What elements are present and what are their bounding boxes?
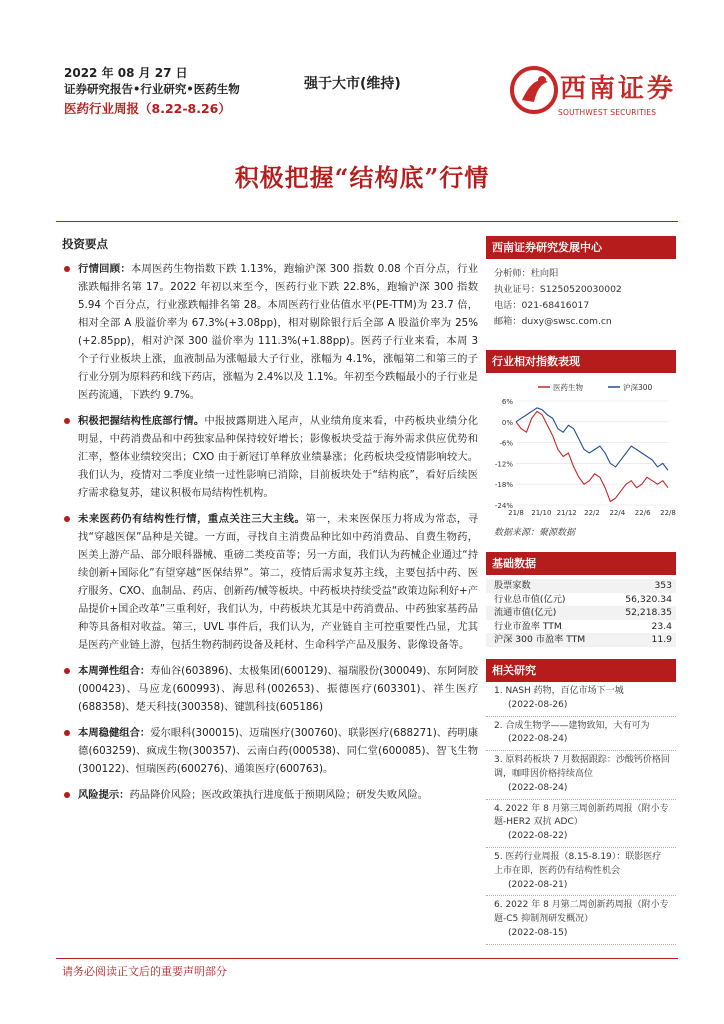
company-logo-text: 西南证券 xyxy=(560,74,677,104)
report-weekly-title: 医药行业周报（8.22-8.26） xyxy=(64,101,231,116)
bullet-icon xyxy=(64,516,70,522)
index-chart xyxy=(486,373,676,523)
index-performance-title: 行业相对指数表现 xyxy=(486,350,676,373)
bullet-icon xyxy=(64,266,70,272)
bullet-icon xyxy=(64,792,70,798)
footer-divider xyxy=(56,958,678,959)
bullet-icon xyxy=(64,418,70,424)
table-row xyxy=(486,579,676,593)
paragraph-lead: 积极把握结构性底部行情。 xyxy=(78,415,205,427)
legend-label: 医药生物 xyxy=(553,383,583,392)
related-date: (2022-08-24) xyxy=(508,782,568,793)
paragraph-structural-bottom xyxy=(62,412,478,502)
y-tick-label: -24% xyxy=(494,502,513,510)
row-label: 行业市盈率 TTM xyxy=(494,620,562,632)
x-tick-label: 21/8 xyxy=(508,509,524,517)
series-line-0 xyxy=(516,411,668,501)
row-value: 23.4 xyxy=(651,620,672,632)
analyst-name: 分析师：杜向阳 xyxy=(494,268,559,279)
paragraph-text: 本周医药生物指数下跌 1.13%，跑输沪深 300 指数 0.08 个百分点，行业涨跌幅排名第 17。2022 年初以来至今，医药行业下跌 22.8%，跑输沪深 300 指数 5.94 个百分点，行业涨跌幅排名第 28。本周医药行业估值水平(PE-TTM)为 23.7 倍，相对全部 A 股溢价率为 67.3%(+3.08pp)，相对剔除银行后全部 A 股溢价率为 25%(+2.85pp)，相对沪深 300 溢价率为 111.3%(+1.88pp)。医药子行业来看，本周 3 个子行业板块上涨，血液制品为涨幅最大子行业，涨幅为 4.1%，涨幅第二和第三的子行业分别为原料药和线下药店，涨幅为 2.4%以及 1.1%。年初至今跌幅最小的子行业是医药流通，下跌约 9.7%。 xyxy=(78,263,479,401)
row-value: 52,218.35 xyxy=(607,606,676,620)
related-date: (2022-08-15) xyxy=(508,927,568,938)
company-logo-english: SOUTHWEST SECURITIES xyxy=(558,108,657,117)
x-tick-label: 22/6 xyxy=(634,509,651,517)
row-label: 沪深 300 市盈率 TTM xyxy=(486,633,607,647)
basic-data-title: 基础数据 xyxy=(486,552,676,575)
related-title: 5. 医药行业周报（8.15-8.19）：联影医疗上市在即，医药仍有结构性机会 xyxy=(494,851,662,876)
y-tick-label: -6% xyxy=(499,439,513,448)
row-value: 353 xyxy=(607,579,676,593)
paragraph-lead: 本周弹性组合： xyxy=(78,665,151,677)
analyst-email[interactable]: 邮箱：duxy@swsc.com.cn xyxy=(494,316,612,327)
paragraph-lead: 未来医药仍有结构性行情，重点关注三大主线。 xyxy=(78,513,306,525)
list-item[interactable] xyxy=(486,682,676,717)
report-main-title: 积极把握“结构底”行情 xyxy=(234,163,490,192)
related-title: 2. 合成生物学——建物致知，大有可为 xyxy=(494,720,650,731)
paragraph-elastic-portfolio xyxy=(62,662,478,716)
series-line-1 xyxy=(516,408,668,470)
investment-highlights xyxy=(62,236,478,812)
bullet-icon xyxy=(64,730,70,736)
x-tick-label: 21/12 xyxy=(556,509,577,517)
list-item[interactable] xyxy=(486,848,676,896)
header-divider xyxy=(56,221,678,222)
index-chart-svg xyxy=(486,373,676,523)
row-label: 行业总市值(亿元) xyxy=(494,593,566,605)
row-value: 56,320.34 xyxy=(625,593,672,605)
report-date: 2022 年 08 月 27 日 xyxy=(64,66,188,80)
paragraph-text: 第一，未来医保压力将成为常态，寻找“穿越医保”品种是关键。一方面，寻找自主消费品种比如中药消费品、自费生物药，医美上游产品、部分眼科器械、重磅二类疫苗等；另一方面，我们认为药械企业通过“持续创新+国际化”有望穿越“医保结界”。第二，疫情后需求复苏主线，主要包括中药、医疗服务、CXO、血制品、药店、创新药/械等板块。中药板块持续受益“政策边际利好+产品提价+国企改革”三重利好，我们认为，中药板块尤其是中药消费品、中药独家基药品种等具备相对收益。第三，UVL 事件后，我们认为，产业链自主可控重要性凸显，尤其是医药产业链上游，包括生物药制药设备及耗材、生命科学产品及服务、影像设备等。 xyxy=(78,513,479,651)
related-title: 4. 2022 年 8 月第三周创新药周报（附小专题-HER2 双抗 ADC） xyxy=(494,803,669,828)
y-tick-label: 0% xyxy=(501,418,513,427)
list-item[interactable] xyxy=(486,896,676,944)
report-category: 证券研究报告•行业研究•医药生物 xyxy=(64,82,240,96)
paragraph-text: 中报披露期进入尾声，从业绩角度来看，中药板块业绩分化明显，中药消费品和中药独家品种保持较好增长；影像板块受益于海外需求供应优势和汇率，整体业绩较突出；CXO 由于新冠订单释放业绩暴涨；化药板块受疫情影响较大。我们认为，疫情对二季度业绩一过性影响已消除，目前板块处于“结构底”，看好后续医疗需求稳复苏，建议积极布局结构性机构。 xyxy=(78,415,478,499)
analyst-license: 执业证号：S1250520030002 xyxy=(494,284,622,295)
section-title: 投资要点 xyxy=(62,237,108,251)
related-date: (2022-08-24) xyxy=(508,734,568,745)
paragraph-lead: 行情回顾： xyxy=(78,263,131,275)
chart-source-note: 数据来源：聚源数据 xyxy=(494,528,576,538)
table-row xyxy=(486,620,676,634)
table-row xyxy=(486,593,676,607)
row-label: 流通市值(亿元) xyxy=(486,606,607,620)
related-title: 6. 2022 年 8 月第二周创新药周报（附小专题-C5 抑制剂研发概况） xyxy=(494,900,669,925)
related-date: (2022-08-26) xyxy=(508,699,568,710)
paragraph-text: 药品降价风险；医改政策执行进度低于预期风险；研发失败风险。 xyxy=(129,789,429,801)
y-tick-label: -12% xyxy=(494,460,513,469)
footer-disclaimer[interactable]: 请务必阅读正文后的重要声明部分 xyxy=(62,965,227,978)
x-tick-label: 22/8 xyxy=(660,509,676,517)
bullet-icon xyxy=(64,668,70,674)
y-tick-label: 6% xyxy=(501,398,513,406)
paragraph-steady-portfolio xyxy=(62,724,478,778)
related-research-title: 相关研究 xyxy=(486,659,676,682)
paragraph-lead: 本周稳健组合： xyxy=(78,727,151,739)
x-tick-label: 22/2 xyxy=(584,509,600,517)
legend-label: 沪深300 xyxy=(623,383,653,392)
paragraph-text: 寿仙谷(603896)、太极集团(600129)、福瑞股份(300049)、东阿阿胶(000423)、马应龙(600993)、海思科(002653)、振德医疗(603301)、祥生医疗(688358)、楚天科技(300358)、键凯科技(605186) xyxy=(78,665,479,713)
basic-data-table xyxy=(486,579,676,647)
list-item[interactable] xyxy=(486,800,676,848)
related-date: (2022-08-22) xyxy=(508,831,568,842)
related-date: (2022-08-21) xyxy=(508,879,568,890)
sidebar-center-title: 西南证券研究发展中心 xyxy=(486,236,676,259)
industry-rating: 强于大市(维持) xyxy=(304,76,401,92)
table-row xyxy=(486,606,676,620)
sidebar xyxy=(486,236,676,945)
y-tick-label: -18% xyxy=(494,481,513,490)
list-item[interactable] xyxy=(486,717,676,752)
list-item[interactable] xyxy=(486,751,676,799)
x-tick-label: 22/4 xyxy=(609,509,626,517)
x-tick-label: 21/10 xyxy=(531,509,552,517)
paragraph-three-themes xyxy=(62,510,478,654)
company-logo-icon xyxy=(508,62,560,120)
related-title: 1. NASH 药物，百亿市场下一城 xyxy=(494,685,624,696)
paragraph-risk xyxy=(62,786,478,804)
analyst-phone: 电话：021-68416017 xyxy=(494,300,590,311)
related-research-list xyxy=(486,682,676,945)
paragraph-lead: 风险提示： xyxy=(78,789,130,801)
paragraph-text: 爱尔眼科(300015)、迈瑞医疗(300760)、联影医疗(688271)、药明康德(603259)、疯成生物(300357)、云南白药(000538)、同仁堂(600085)、智飞生物(300122)、恒瑞医药(600276)、通策医疗(600763)。 xyxy=(78,727,479,775)
row-label: 股票家数 xyxy=(486,579,607,593)
row-value: 11.9 xyxy=(607,633,676,647)
related-title: 3. 原料药板块 7 月数据跟踪：沙酸钙价格回调，咖啡因价格持续高位 xyxy=(494,755,670,779)
paragraph-market-review xyxy=(62,260,478,404)
table-row xyxy=(486,633,676,647)
analyst-info xyxy=(486,266,676,330)
